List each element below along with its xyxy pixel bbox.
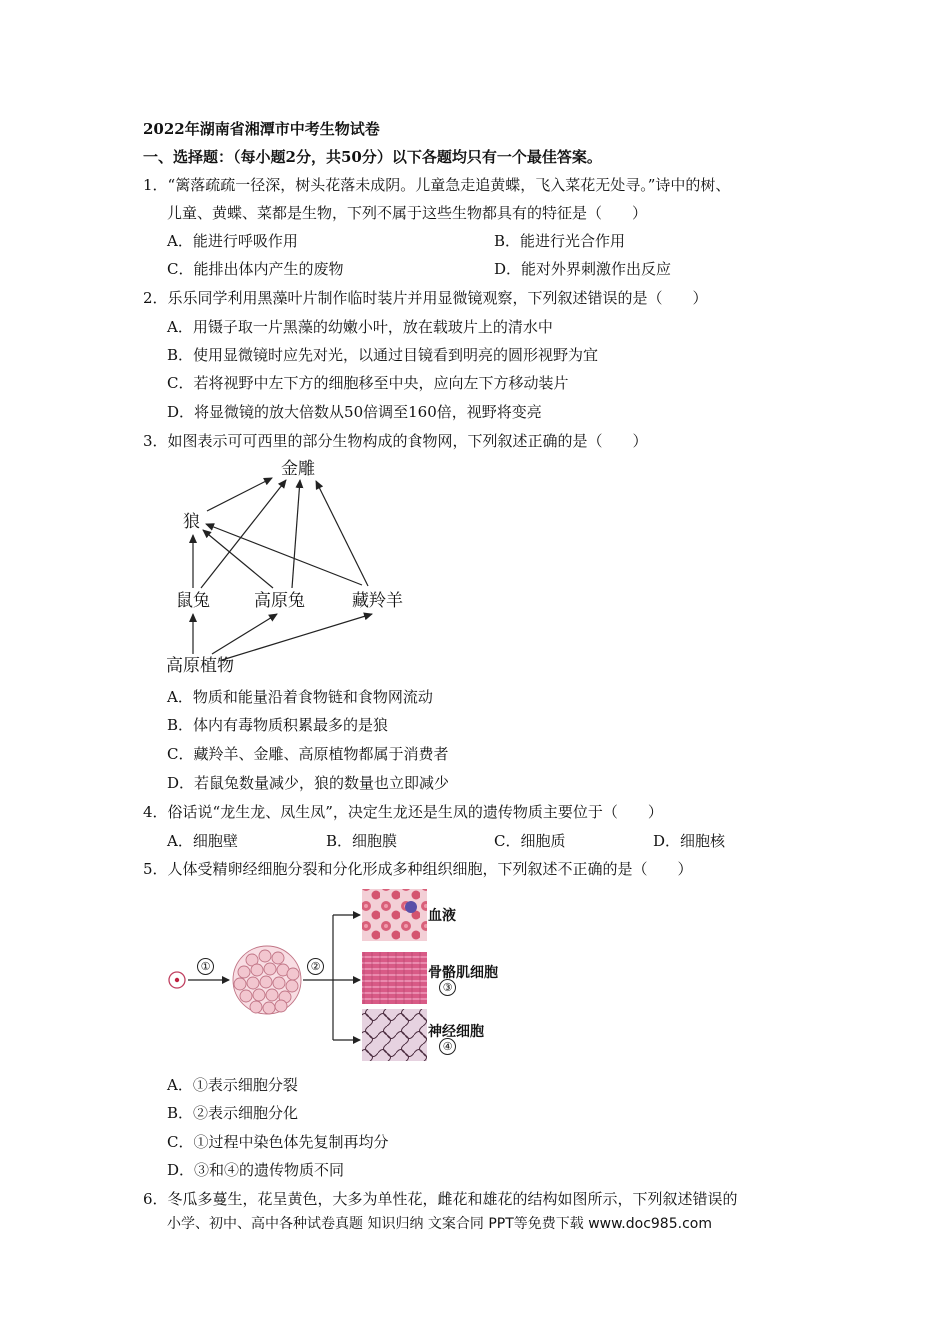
- label-blood: 血液: [428, 908, 456, 924]
- q3-option-d: D．若鼠兔数量减少，狼的数量也立即减少: [167, 774, 450, 792]
- q1-option-d: D．能对外界刺激作出反应: [494, 260, 672, 278]
- q6-stem: 6．冬瓜多蔓生，花呈黄色，大多为单性花，雌花和雄花的结构如图所示，下列叙述错误的: [143, 1190, 738, 1208]
- node-antelope: 藏羚羊: [352, 591, 403, 611]
- q2-option-d: D．将显微镜的放大倍数从50倍调至160倍，视野将变亮: [167, 403, 542, 421]
- q2-option-a: A．用镊子取一片黑藻的幼嫩小叶，放在载玻片上的清水中: [167, 318, 553, 336]
- q3-option-c: C．藏羚羊、金雕、高原植物都属于消费者: [167, 745, 449, 763]
- q2-option-b: B．使用显微镜时应先对光，以通过目镜看到明亮的圆形视野为宜: [167, 346, 599, 364]
- q5-option-c: C．①过程中染色体先复制再均分: [167, 1133, 389, 1151]
- q2-option-c: C．若将视野中左下方的细胞移至中央，应向左下方移动装片: [167, 374, 569, 392]
- section-heading: 一、选择题：（每小题2分，共50分）以下各题均只有一个最佳答案。: [143, 148, 602, 166]
- label-nerve: 神经细胞: [428, 1024, 484, 1040]
- cell-cluster: [233, 946, 301, 1014]
- node-eagle: 金雕: [281, 459, 315, 479]
- label-step-2: ②: [307, 958, 324, 975]
- nerve-image: [362, 1009, 427, 1061]
- node-wolf: 狼: [183, 512, 200, 532]
- q3-stem: 3．如图表示可可西里的部分生物构成的食物网，下列叙述正确的是（ ）: [143, 432, 648, 450]
- q5-stem: 5．人体受精卵经细胞分裂和分化形成多种组织细胞，下列叙述不正确的是（ ）: [143, 860, 693, 878]
- muscle-image: [362, 952, 427, 1004]
- q5-option-b: B．②表示细胞分化: [167, 1104, 299, 1122]
- q1-option-a: A．能进行呼吸作用: [167, 232, 298, 250]
- q4-option-a: A．细胞壁: [167, 832, 238, 850]
- node-hare: 高原兔: [254, 591, 305, 611]
- q3-option-b: B．体内有毒物质积累最多的是狼: [167, 716, 389, 734]
- q4-stem: 4．俗话说“龙生龙、凤生凤”，决定生龙还是生凤的遗传物质主要位于（ ）: [143, 803, 663, 821]
- q4-option-b: B．细胞膜: [326, 832, 398, 850]
- q4-option-c: C．细胞质: [494, 832, 566, 850]
- q4-option-d: D．细胞核: [653, 832, 726, 850]
- q1-option-b: B．能进行光合作用: [494, 232, 626, 250]
- node-pika: 鼠兔: [176, 591, 210, 611]
- page-footer: 小学、初中、高中各种试卷真题 知识归纳 文案合同 PPT等免费下载 www.doc985.com: [167, 1216, 712, 1232]
- q1-stem-1: 1．“篱落疏疏一径深，树头花落未成阴。儿童急走追黄蝶，飞入菜花无处寻。”诗中的树、: [143, 176, 731, 194]
- node-plants: 高原植物: [166, 656, 234, 676]
- q2-stem: 2．乐乐同学利用黑藻叶片制作临时装片并用显微镜观察，下列叙述错误的是（ ）: [143, 289, 708, 307]
- blood-image: [362, 889, 427, 941]
- q3-option-a: A．物质和能量沿着食物链和食物网流动: [167, 688, 433, 706]
- label-3: ③: [439, 979, 456, 996]
- label-step-1: ①: [197, 958, 214, 975]
- q5-option-d: D．③和④的遗传物质不同: [167, 1161, 345, 1179]
- label-4: ④: [439, 1038, 456, 1055]
- q5-option-a: A．①表示细胞分裂: [167, 1076, 298, 1094]
- q1-stem-2: 儿童、黄蝶、菜都是生物，下列不属于这些生物都具有的特征是（ ）: [167, 204, 648, 222]
- label-muscle: 骨骼肌细胞: [428, 965, 498, 981]
- paper-title: 2022年湖南省湘潭市中考生物试卷: [143, 120, 380, 138]
- q1-option-c: C．能排出体内产生的废物: [167, 260, 344, 278]
